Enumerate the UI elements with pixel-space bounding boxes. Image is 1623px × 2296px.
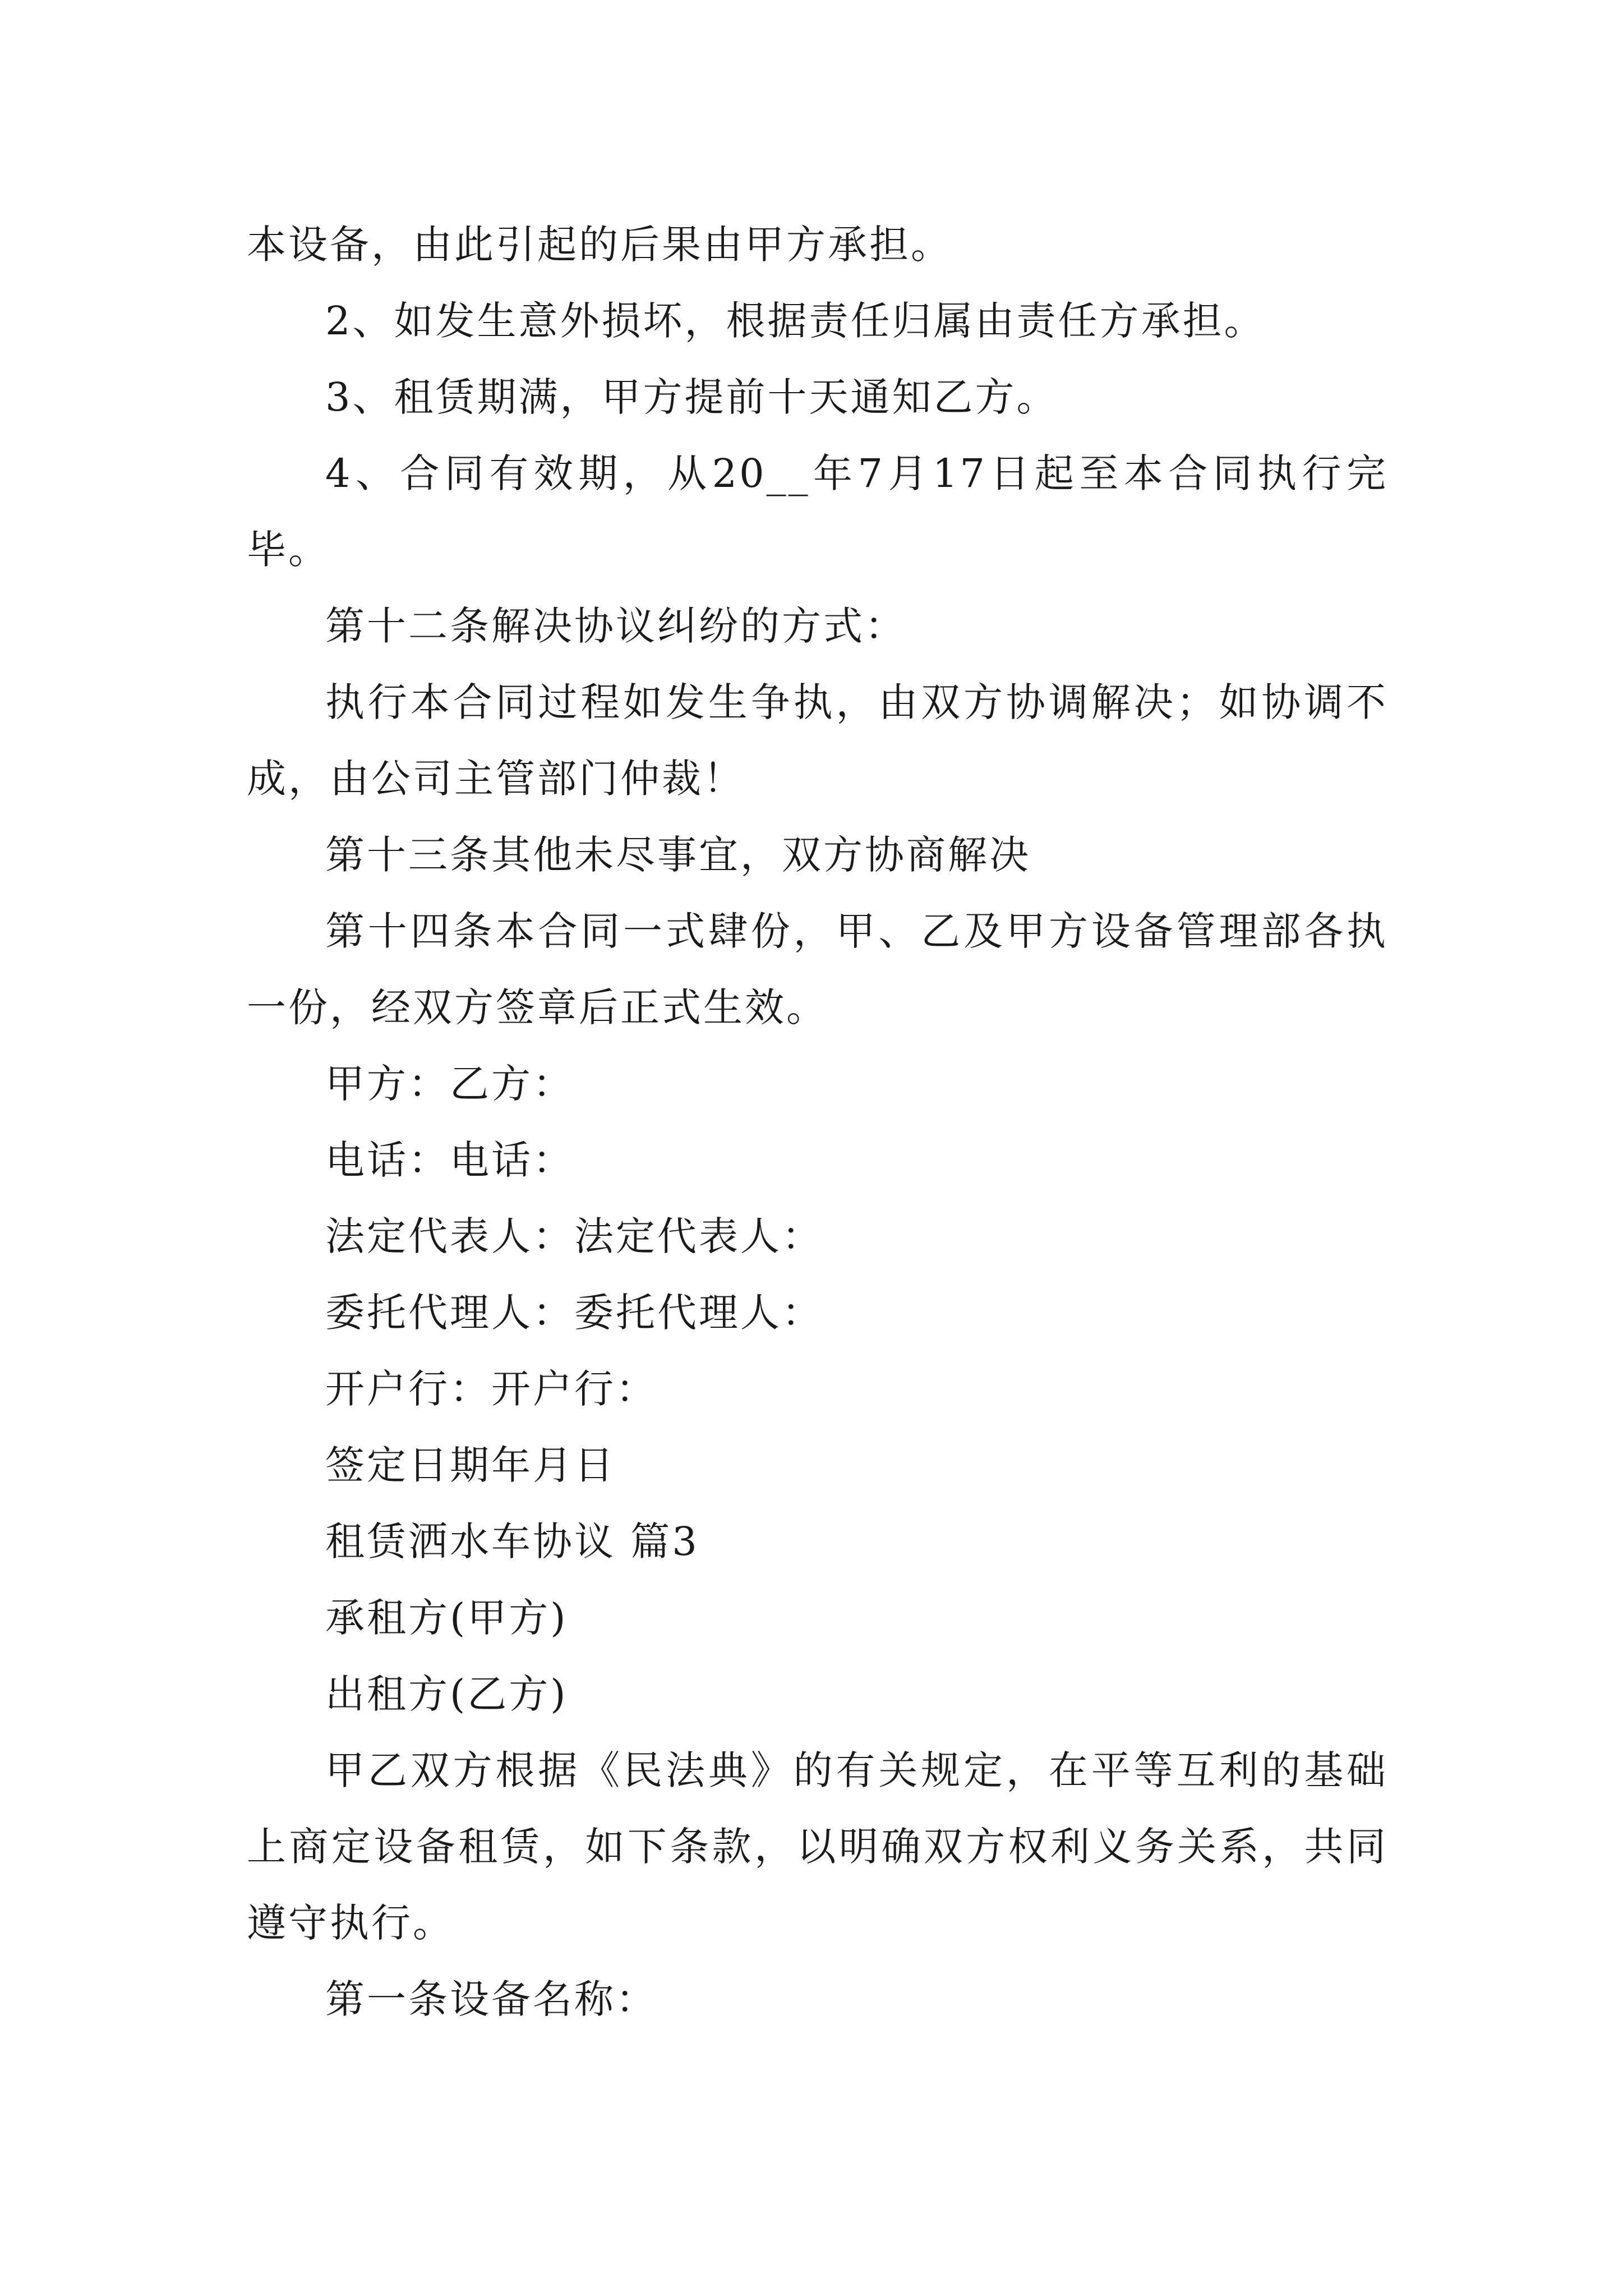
section-heading: 第一条设备名称： xyxy=(325,1976,657,2022)
signature-line-bank: 开户行：开户行： xyxy=(325,1366,657,1412)
signature-line-legal-rep: 法定代表人：法定代表人： xyxy=(325,1213,823,1259)
section-heading: 第十二条解决协议纠纷的方式： xyxy=(325,603,906,649)
signature-line-phone: 电话：电话： xyxy=(325,1137,574,1183)
paragraph: 执行本合同过程如发生争执，由双方协调解决；如协调不成，由公司主管部门仲裁！ xyxy=(247,679,1388,802)
document-body xyxy=(247,206,1388,2037)
signature-line-agent: 委托代理人：委托代理人： xyxy=(325,1290,823,1336)
party-lessor: 出租方(乙方) xyxy=(325,1671,568,1717)
signature-line-party: 甲方：乙方： xyxy=(325,1061,574,1107)
paragraph: 2、如发生意外损坏，根据责任归属由责任方承担。 xyxy=(325,298,1266,344)
paragraph: 4、合同有效期，从20__年7月17日起至本合同执行完毕。 xyxy=(247,450,1388,573)
article-title: 租赁洒水车协议 篇3 xyxy=(325,1519,699,1565)
paragraph: 甲乙双方根据《民法典》的有关规定，在平等互利的基础上商定设备租赁，如下条款，以明确双方权利义务关系，共同遵守执行。 xyxy=(247,1747,1388,1946)
party-lessee: 承租方(甲方) xyxy=(325,1595,568,1641)
signature-line-date: 签定日期年月日 xyxy=(325,1442,616,1488)
section-heading: 第十四条本合同一式肆份，甲、乙及甲方设备管理部各执一份，经双方签章后正式生效。 xyxy=(247,908,1388,1030)
section-heading: 第十三条其他未尽事宜，双方协商解决 xyxy=(325,832,1031,878)
paragraph: 本设备，由此引起的后果由甲方承担。 xyxy=(247,222,952,268)
paragraph: 3、租赁期满，甲方提前十天通知乙方。 xyxy=(325,374,1058,420)
